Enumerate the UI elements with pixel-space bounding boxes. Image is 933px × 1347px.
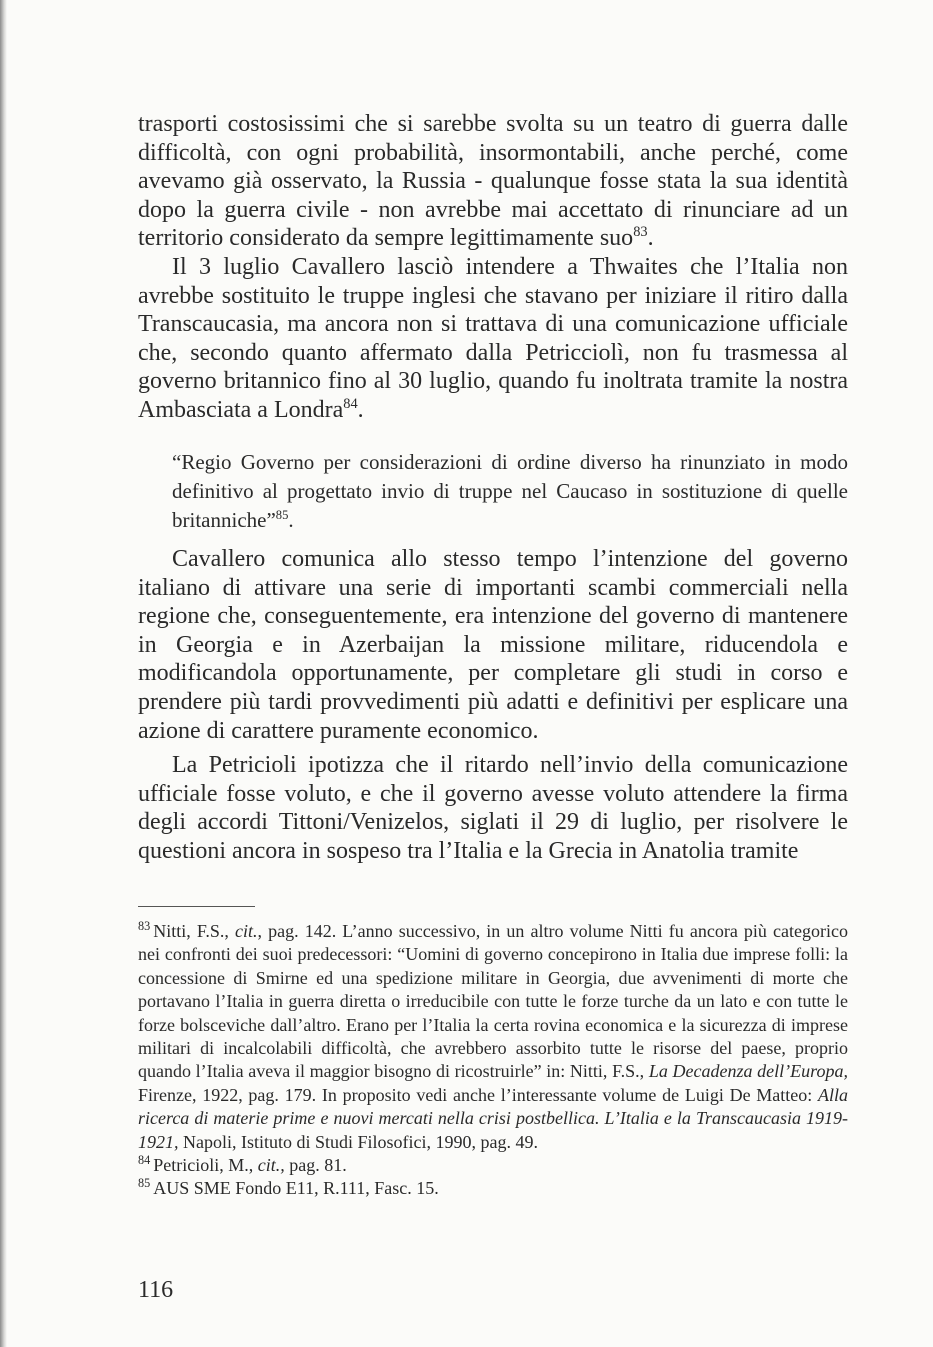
footnote-number: 85 xyxy=(138,1176,151,1191)
footnote-number: 83 xyxy=(138,919,151,933)
note-ref-85: 85 xyxy=(275,508,289,522)
footnote-italic: La Decadenza dell’Europa, xyxy=(648,1061,848,1082)
paragraph-4-text: La Petricioli ipotizza che il ritardo nell’invio della comunicazione ufficiale fosse voluto, e che il governo avesse voluto attendere la firma degli accordi Tittoni/Venizelos, siglati il 29 di luglio, per risolvere le questioni ancora in sospeso tra l’Italia e la Grecia in Anatolia tramite xyxy=(138,752,848,864)
footnote-83 xyxy=(138,920,848,1154)
paragraph-2-tail: . xyxy=(357,396,364,423)
body-paragraph-1 xyxy=(138,110,848,253)
footnote-italic: Alla ricerca di materie prime e nuovi mercati nella crisi postbellica. L’Italia e la Transcaucasia 1919-1921, xyxy=(138,1084,848,1152)
quote-tail: . xyxy=(288,508,294,532)
footnote-italic: cit. xyxy=(235,921,258,941)
footnote-text: , pag. 142. L’anno successivo, in un altro volume Nitti fu ancora più categorico nei confronti dei suoi predecessori: “Uomini di governo concepirono in Italia due imprese folli: la concessione di Smirne ed una spedizione militare in Georgia, due avvenimenti di morte che portavano l’Italia in guerra diretta o irreducibile con tutte le forze turche da un lato e con tutte le forze bolsceviche dall’altro. Erano per l’Italia la certa rovina economica e la sicurezza di imprese militari di incalcolabili difficoltà, che avrebbero assorbito tutte le risorse del paese, proprio quando l’Italia aveva il maggior bisogno di ricostruirle” in: Nitti, F.S., xyxy=(138,921,848,1082)
footnote-text: AUS SME Fondo E11, R.111, Fasc. 15. xyxy=(153,1178,439,1199)
footnote-84 xyxy=(138,1154,848,1177)
footnote-italic: cit., xyxy=(257,1155,285,1176)
footnote-text: Napoli, Istituto di Studi Filosofici, 1990, pag. 49. xyxy=(178,1131,538,1152)
body-paragraph-3 xyxy=(138,545,848,745)
block-quote xyxy=(172,448,848,535)
page-number: 116 xyxy=(138,1277,174,1303)
footnote-number: 84 xyxy=(138,1153,151,1168)
footnote-separator xyxy=(138,906,255,907)
quote-text: “Regio Governo per considerazioni di ordine diverso ha rinunziato in modo definitivo al progettato invio di truppe nel Caucaso in sostituzione di quelle britanniche” xyxy=(172,450,848,532)
footnote-text: Nitti, F.S., xyxy=(153,921,236,941)
footnote-text: pag. 81. xyxy=(284,1155,347,1176)
paragraph-3-text: Cavallero comunica allo stesso tempo l’intenzione del governo italiano di attivare una serie di importanti scambi commerciali nella regione che, conseguentemente, era intenzione del governo di mantenere in Georgia e in Azerbaijan la missione militare, riducendola e modificandola opportunamente, per completare gli studi in corso e prendere più tardi provvedimenti più adatti e definitivi per esplicare una azione di carattere puramente economico. xyxy=(138,546,848,744)
footnote-text: Firenze, 1922, pag. 179. In proposito vedi anche l’interessante volume de Luigi De Matteo: xyxy=(138,1084,818,1105)
note-ref-84: 84 xyxy=(343,395,358,412)
paragraph-2-text: Il 3 luglio Cavallero lasciò intendere a Thwaites che l’Italia non avrebbe sostituito le truppe inglesi che stavano per iniziare il ritiro dalla Transcaucasia, ma ancora non si trattava di una comunicazione ufficiale che, secondo quanto affermato dalla Petricciolì, non fu trasmessa al governo britannico fino al 30 luglio, quando fu inoltrata tramite la nostra Ambasciata a Londra xyxy=(138,254,848,423)
body-paragraph-2 xyxy=(138,253,848,425)
footnotes xyxy=(138,920,848,1201)
footnote-text: Petricioli, M., xyxy=(153,1155,258,1176)
page-edge-shadow xyxy=(0,0,7,1347)
paragraph-1-text: trasporti costosissimi che si sarebbe svolta su un teatro di guerra dalle difficoltà, con ogni probabilità, insormontabili, anche perché, come avevamo già osservato, la Russia - qualunque fosse stata la sua identità dopo la guerra civile - non avrebbe mai accettato di rinunciare ad un territorio considerato da sempre legittimamente suo xyxy=(138,111,848,252)
footnote-85 xyxy=(138,1177,848,1200)
body-paragraph-4 xyxy=(138,751,848,865)
note-ref-83: 83 xyxy=(633,224,648,241)
paragraph-1-tail: . xyxy=(647,225,654,252)
